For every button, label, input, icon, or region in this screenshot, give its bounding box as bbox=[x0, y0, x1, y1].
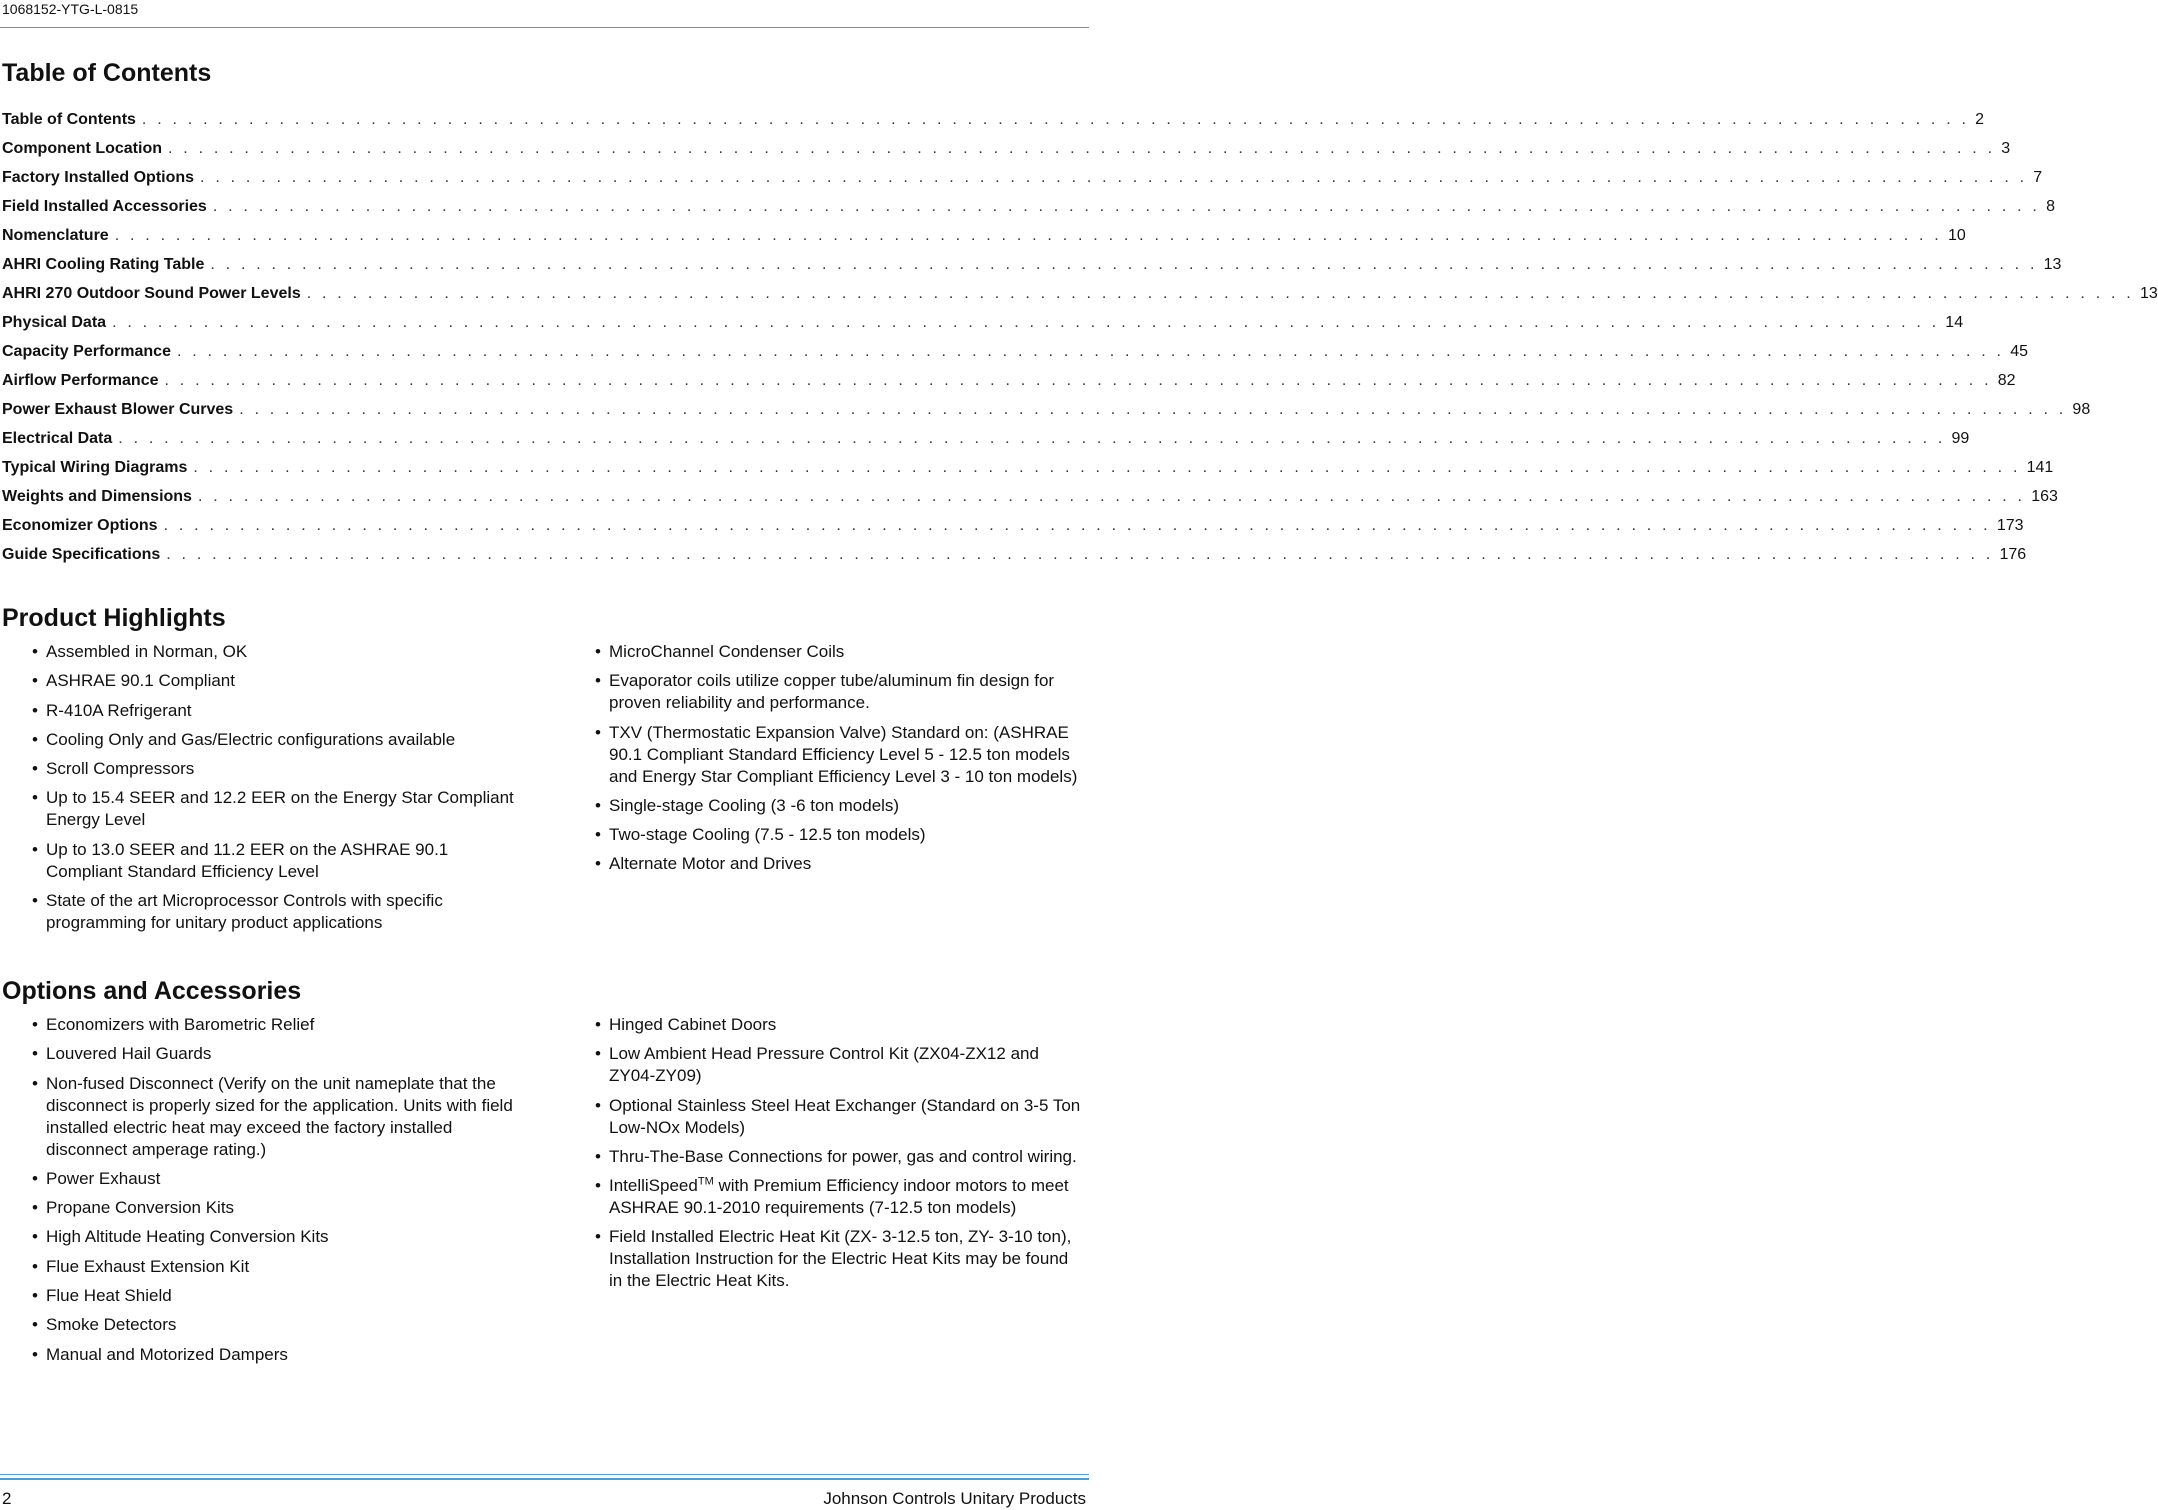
bullet-text: Thru-The-Base Connections for power, gas and control wiring. bbox=[609, 1146, 1077, 1166]
toc-entry-title: AHRI 270 Outdoor Sound Power Levels bbox=[2, 285, 301, 302]
toc-entry-page: 45 bbox=[2010, 343, 2028, 360]
bullet-icon: • bbox=[32, 1315, 38, 1335]
bullet-item bbox=[32, 1314, 518, 1336]
toc-entry-title: Power Exhaust Blower Curves bbox=[2, 401, 234, 418]
highlights-left-list bbox=[32, 641, 522, 941]
bullet-icon: • bbox=[32, 1044, 38, 1064]
bullet-item bbox=[595, 824, 1083, 846]
toc-leader-dots: . . . . . . . . . . . . . . . . . . . . . . . . . . . . . . . . . . . . . . . . . . . . . . . . . . . . . . . . . . . . . . . . . . . . . . . . . . . . . . . . . . . . . . . . . . . . . . . . . . . . . . . . . . . . . . . . . . . . . . . . bbox=[112, 314, 1940, 331]
bullet-item bbox=[32, 1014, 518, 1036]
bullet-icon: • bbox=[32, 891, 38, 911]
bullet-icon: • bbox=[595, 1146, 601, 1166]
toc-entry-page: 8 bbox=[2046, 198, 2055, 215]
toc-leader-dots: . . . . . . . . . . . . . . . . . . . . . . . . . . . . . . . . . . . . . . . . . . . . . . . . . . . . . . . . . . . . . . . . . . . . . . . . . . . . . . . . . . . . . . . . . . . . . . . . . . . . . . . . . . . . . . . . . . . . . . . . bbox=[141, 111, 1970, 128]
bullet-item bbox=[32, 700, 522, 722]
toc-entry[interactable] bbox=[2, 429, 1970, 458]
toc-leader-dots: . . . . . . . . . . . . . . . . . . . . . . . . . . . . . . . . . . . . . . . . . . . . . . . . . . . . . . . . . . . . . . . . . . . . . . . . . . . . . . . . . . . . . . . . . . . . . . . . . . . . . . . . . . . . . . . . . . . . . . . . bbox=[118, 430, 1946, 447]
bullet-item bbox=[32, 1226, 518, 1248]
bullet-icon: • bbox=[595, 722, 601, 742]
toc-entry[interactable] bbox=[2, 110, 1985, 139]
bullet-item-intellispeed bbox=[595, 1175, 1085, 1219]
toc-entry-title: Table of Contents bbox=[2, 111, 136, 128]
bullet-text: Assembled in Norman, OK bbox=[46, 642, 248, 661]
bullet-text: High Altitude Heating Conversion Kits bbox=[46, 1227, 329, 1247]
bullet-icon: • bbox=[595, 642, 601, 661]
bullet-text: Flue Exhaust Extension Kit bbox=[46, 1256, 250, 1276]
toc-leader-dots: . . . . . . . . . . . . . . . . . . . . . . . . . . . . . . . . . . . . . . . . . . . . . . . . . . . . . . . . . . . . . . . . . . . . . . . . . . . . . . . . . . . . . . . . . . . . . . . . . . . . . . . . . . . . . . . . . . . . . . . . bbox=[212, 198, 2041, 215]
bullet-item bbox=[595, 1146, 1085, 1168]
toc-entry-page: 2 bbox=[1975, 111, 1985, 128]
toc-entry-title: Economizer Options bbox=[2, 517, 158, 534]
bullet-icon: • bbox=[595, 795, 601, 815]
toc-entry-title: Factory Installed Options bbox=[2, 169, 195, 186]
bullet-icon: • bbox=[32, 1227, 38, 1247]
toc-leader-dots: . . . . . . . . . . . . . . . . . . . . . . . . . . . . . . . . . . . . . . . . . . . . . . . . . . . . . . . . . . . . . . . . . . . . . . . . . . . . . . . . . . . . . . . . . . . . . . . . . . . . . . . . . . . . . . . . . . . . . . . . bbox=[197, 488, 2026, 505]
bullet-text: TXV (Thermostatic Expansion Valve) Standard on: (ASHRAE 90.1 Compliant Standard Efficiency Level 5 - 12.5 ton models and Energy Star Compliant Efficiency Level 3 - 10 ton models) bbox=[609, 722, 1078, 786]
bullet-item bbox=[595, 1014, 1085, 1036]
toc-list bbox=[2, 110, 2158, 574]
toc-entry-page: 13 bbox=[2043, 256, 2062, 273]
bullet-text: Alternate Motor and Drives bbox=[609, 854, 812, 874]
toc-entry-page: 99 bbox=[1951, 430, 1970, 447]
toc-entry-title: Component Location bbox=[2, 140, 162, 157]
bullet-item bbox=[32, 641, 522, 663]
bullet-text: Scroll Compressors bbox=[46, 759, 195, 779]
bullet-item bbox=[32, 839, 522, 883]
bullet-item bbox=[32, 1256, 518, 1278]
bullet-icon: • bbox=[32, 700, 38, 720]
toc-leader-dots: . . . . . . . . . . . . . . . . . . . . . . . . . . . . . . . . . . . . . . . . . . . . . . . . . . . . . . . . . . . . . . . . . . . . . . . . . . . . . . . . . . . . . . . . . . . . . . . . . . . . . . . . . . . . . . . . . . . . . . . . bbox=[200, 169, 2028, 186]
bullet-icon: • bbox=[32, 1015, 38, 1034]
bullet-icon: • bbox=[32, 1286, 38, 1306]
bullet-text: Non-fused Disconnect (Verify on the unit nameplate that the disconnect is properly sized for the application. Units with field installed electric heat may exceed the factory installed disconnect amperage rating.) bbox=[46, 1073, 513, 1159]
toc-entry[interactable] bbox=[2, 458, 2054, 487]
bullet-item bbox=[595, 1226, 1085, 1292]
bullet-icon: • bbox=[32, 1344, 38, 1364]
toc-leader-dots: . . . . . . . . . . . . . . . . . . . . . . . . . . . . . . . . . . . . . . . . . . . . . . . . . . . . . . . . . . . . . . . . . . . . . . . . . . . . . . . . . . . . . . . . . . . . . . . . . . . . . . . . . . . . . . . . . . . . . . . . bbox=[193, 459, 2021, 476]
page-number: 2 bbox=[2, 1489, 12, 1508]
toc-entry[interactable] bbox=[2, 516, 2024, 545]
bullet-text: Smoke Detectors bbox=[46, 1315, 177, 1335]
bullet-icon: • bbox=[32, 839, 38, 859]
bullet-icon: • bbox=[32, 642, 38, 661]
bullet-text: Flue Heat Shield bbox=[46, 1286, 172, 1306]
toc-entry-page: 3 bbox=[2001, 140, 2011, 157]
toc-heading: Table of Contents bbox=[2, 59, 212, 87]
intellispeed-name: IntelliSpeed bbox=[609, 1176, 698, 1196]
bullet-icon: • bbox=[32, 729, 38, 749]
header-rule bbox=[0, 27, 1089, 28]
toc-entry[interactable] bbox=[2, 226, 1966, 255]
toc-entry-page: 163 bbox=[2031, 488, 2058, 505]
toc-entry-page: 141 bbox=[2026, 459, 2054, 476]
bullet-item bbox=[595, 1043, 1085, 1087]
bullet-icon: • bbox=[595, 1227, 601, 1247]
toc-leader-dots: . . . . . . . . . . . . . . . . . . . . . . . . . . . . . . . . . . . . . . . . . . . . . . . . . . . . . . . . . . . . . . . . . . . . . . . . . . . . . . . . . . . . . . . . . . . . . . . . . . . . . . . . . . . . . . . . . . . . . . . . bbox=[167, 140, 1996, 157]
toc-leader-dots: . . . . . . . . . . . . . . . . . . . . . . . . . . . . . . . . . . . . . . . . . . . . . . . . . . . . . . . . . . . . . . . . . . . . . . . . . . . . . . . . . . . . . . . . . . . . . . . . . . . . . . . . . . . . . . . . . . . . . . . . bbox=[239, 401, 2067, 418]
bullet-icon: • bbox=[595, 1044, 601, 1064]
bullet-text: Up to 13.0 SEER and 11.2 EER on the ASHRAE 90.1 Compliant Standard Efficiency Level bbox=[46, 839, 449, 881]
bullet-icon: • bbox=[595, 671, 601, 691]
toc-leader-dots: . . . . . . . . . . . . . . . . . . . . . . . . . . . . . . . . . . . . . . . . . . . . . . . . . . . . . . . . . . . . . . . . . . . . . . . . . . . . . . . . . . . . . . . . . . . . . . . . . . . . . . . . . . . . . . . . . . . . . . . . bbox=[176, 343, 2005, 360]
document-id: 1068152-YTG-L-0815 bbox=[2, 1, 139, 17]
bullet-icon: • bbox=[32, 788, 38, 808]
footer-rule-thick bbox=[0, 1478, 1089, 1480]
options-left-list bbox=[32, 1014, 518, 1373]
toc-entry[interactable] bbox=[2, 197, 2055, 226]
bullet-icon: • bbox=[595, 825, 601, 845]
toc-entry-title: Guide Specifications bbox=[2, 546, 161, 563]
bullet-text: Single-stage Cooling (3 -6 ton models) bbox=[609, 795, 900, 815]
toc-entry[interactable] bbox=[2, 255, 2062, 284]
footer-rule-thin bbox=[0, 1474, 1089, 1475]
bullet-text: Propane Conversion Kits bbox=[46, 1198, 235, 1218]
toc-leader-dots: . . . . . . . . . . . . . . . . . . . . . . . . . . . . . . . . . . . . . . . . . . . . . . . . . . . . . . . . . . . . . . . . . . . . . . . . . . . . . . . . . . . . . . . . . . . . . . . . . . . . . . . . . . . . . . . . . . . . . . . . bbox=[164, 372, 1992, 389]
options-right-list bbox=[595, 1014, 1085, 1300]
bullet-icon: • bbox=[595, 1095, 601, 1115]
toc-entry[interactable] bbox=[2, 139, 2011, 168]
toc-entry-title: Typical Wiring Diagrams bbox=[2, 459, 188, 476]
bullet-item bbox=[32, 670, 522, 692]
toc-entry-title: Weights and Dimensions bbox=[2, 488, 192, 505]
bullet-item bbox=[595, 1095, 1085, 1139]
toc-entry-page: 7 bbox=[2033, 169, 2043, 186]
intellispeed-text: with Premium Efficiency indoor motors to meet ASHRAE 90.1-2010 requirements (7-12.5 ton models) bbox=[609, 1176, 1069, 1218]
toc-entry[interactable] bbox=[2, 284, 2158, 313]
bullet-text: R-410A Refrigerant bbox=[46, 700, 192, 720]
toc-entry-title: Physical Data bbox=[2, 314, 107, 331]
toc-entry-title: AHRI Cooling Rating Table bbox=[2, 256, 205, 273]
toc-entry-title: Nomenclature bbox=[2, 227, 109, 244]
toc-entry[interactable] bbox=[2, 487, 2058, 516]
toc-leader-dots: . . . . . . . . . . . . . . . . . . . . . . . . . . . . . . . . . . . . . . . . . . . . . . . . . . . . . . . . . . . . . . . . . . . . . . . . . . . . . . . . . . . . . . . . . . . . . . . . . . . . . . . . . . . . . . . . . . . . . . . . bbox=[114, 227, 1942, 244]
options-heading: Options and Accessories bbox=[2, 977, 302, 1005]
bullet-text: ASHRAE 90.1 Compliant bbox=[46, 671, 235, 691]
toc-entry[interactable] bbox=[2, 342, 2028, 371]
toc-leader-dots: . . . . . . . . . . . . . . . . . . . . . . . . . . . . . . . . . . . . . . . . . . . . . . . . . . . . . . . . . . . . . . . . . . . . . . . . . . . . . . . . . . . . . . . . . . . . . . . . . . . . . . . . . . . . . . . . . . . . . . . . bbox=[163, 517, 1991, 534]
bullet-item bbox=[32, 787, 522, 831]
company-name: Johnson Controls Unitary Products bbox=[823, 1489, 1086, 1508]
bullet-text: State of the art Microprocessor Controls with specific programming for unitary product applications bbox=[46, 891, 443, 933]
bullet-text: Louvered Hail Guards bbox=[46, 1044, 212, 1064]
toc-entry-page: 173 bbox=[1996, 517, 2024, 534]
toc-entry-title: Capacity Performance bbox=[2, 343, 171, 360]
bullet-text: Economizers with Barometric Relief bbox=[46, 1015, 315, 1034]
toc-entry[interactable] bbox=[2, 400, 2091, 429]
toc-entry-title: Electrical Data bbox=[2, 430, 113, 447]
bullet-item bbox=[595, 641, 1083, 663]
bullet-item bbox=[595, 670, 1083, 714]
bullet-text: Evaporator coils utilize copper tube/aluminum fin design for proven reliability and performance. bbox=[609, 671, 1055, 713]
toc-entry-page: 98 bbox=[2072, 401, 2091, 418]
bullet-item bbox=[32, 1073, 518, 1161]
toc-entry-page: 176 bbox=[1999, 546, 2027, 563]
highlights-right-list bbox=[595, 641, 1083, 883]
toc-entry[interactable] bbox=[2, 545, 2027, 574]
bullet-icon: • bbox=[595, 1176, 601, 1196]
bullet-text: Field Installed Electric Heat Kit (ZX- 3-12.5 ton, ZY- 3-10 ton), Installation Instruction for the Electric Heat Kits may be found in the Electric Heat Kits. bbox=[609, 1227, 1072, 1291]
bullet-text: Optional Stainless Steel Heat Exchanger (Standard on 3-5 Ton Low-NOx Models) bbox=[609, 1095, 1081, 1137]
toc-leader-dots: . . . . . . . . . . . . . . . . . . . . . . . . . . . . . . . . . . . . . . . . . . . . . . . . . . . . . . . . . . . . . . . . . . . . . . . . . . . . . . . . . . . . . . . . . . . . . . . . . . . . . . . . . . . . . . . . . . . . . . . . bbox=[306, 285, 2134, 302]
bullet-item bbox=[595, 853, 1083, 875]
bullet-text: Cooling Only and Gas/Electric configurations available bbox=[46, 729, 456, 749]
toc-leader-dots: . . . . . . . . . . . . . . . . . . . . . . . . . . . . . . . . . . . . . . . . . . . . . . . . . . . . . . . . . . . . . . . . . . . . . . . . . . . . . . . . . . . . . . . . . . . . . . . . . . . . . . . . . . . . . . . . . . . . . . . . bbox=[210, 256, 2038, 273]
bullet-icon: • bbox=[595, 854, 601, 874]
bullet-text: Two-stage Cooling (7.5 - 12.5 ton models) bbox=[609, 825, 926, 845]
bullet-item bbox=[595, 722, 1083, 788]
toc-leader-dots: . . . . . . . . . . . . . . . . . . . . . . . . . . . . . . . . . . . . . . . . . . . . . . . . . . . . . . . . . . . . . . . . . . . . . . . . . . . . . . . . . . . . . . . . . . . . . . . . . . . . . . . . . . . . . . . . . . . . . . . . bbox=[166, 546, 1994, 563]
bullet-icon: • bbox=[32, 1168, 38, 1188]
bullet-icon: • bbox=[32, 1073, 38, 1093]
bullet-item bbox=[32, 1285, 518, 1307]
toc-entry[interactable] bbox=[2, 168, 2043, 197]
bullet-icon: • bbox=[32, 671, 38, 691]
highlights-heading: Product Highlights bbox=[2, 604, 226, 632]
toc-entry-title: Field Installed Accessories bbox=[2, 198, 207, 215]
toc-entry-page: 82 bbox=[1997, 372, 2016, 389]
bullet-item bbox=[595, 795, 1083, 817]
bullet-text: Low Ambient Head Pressure Control Kit (ZX04-ZX12 and ZY04-ZY09) bbox=[609, 1044, 1039, 1086]
bullet-text: Hinged Cabinet Doors bbox=[609, 1015, 777, 1034]
bullet-item bbox=[32, 890, 522, 934]
bullet-item bbox=[32, 729, 522, 751]
toc-entry[interactable] bbox=[2, 313, 1964, 342]
bullet-text: Manual and Motorized Dampers bbox=[46, 1344, 288, 1364]
bullet-item bbox=[32, 1344, 518, 1366]
bullet-item bbox=[32, 1043, 518, 1065]
bullet-icon: • bbox=[595, 1015, 601, 1034]
bullet-text: Up to 15.4 SEER and 12.2 EER on the Energy Star Compliant Energy Level bbox=[46, 788, 514, 830]
bullet-text: Power Exhaust bbox=[46, 1168, 161, 1188]
bullet-icon: • bbox=[32, 1256, 38, 1276]
toc-entry-page: 14 bbox=[1945, 314, 1964, 331]
bullet-item bbox=[32, 758, 522, 780]
bullet-text: MicroChannel Condenser Coils bbox=[609, 642, 845, 661]
toc-entry-page: 10 bbox=[1947, 227, 1966, 244]
bullet-item bbox=[32, 1168, 518, 1190]
bullet-icon: • bbox=[32, 1198, 38, 1218]
bullet-item bbox=[32, 1197, 518, 1219]
toc-entry-title: Airflow Performance bbox=[2, 372, 159, 389]
bullet-icon: • bbox=[32, 759, 38, 779]
toc-entry[interactable] bbox=[2, 371, 2016, 400]
trademark-sup: TM bbox=[697, 1175, 714, 1188]
toc-entry-page: 13 bbox=[2139, 285, 2158, 302]
